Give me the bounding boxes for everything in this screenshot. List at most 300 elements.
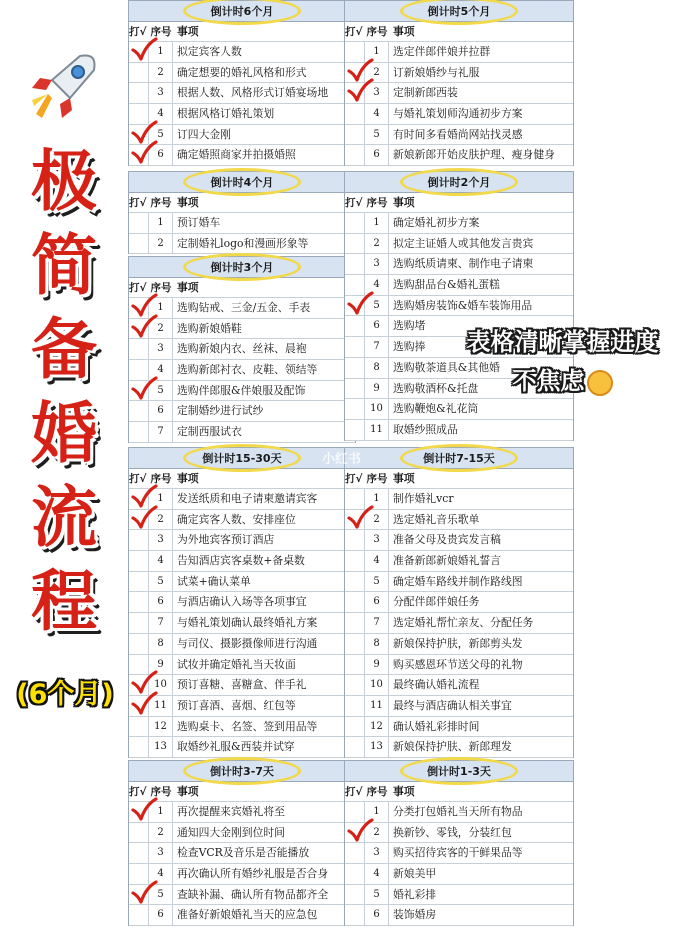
task-text: 选定婚礼音乐歌单 [393,512,480,526]
row-number: 11 [365,420,389,440]
title-char: 极 [31,143,97,220]
table-row [129,401,355,422]
section-6m [128,0,356,166]
row-number: 1 [149,42,173,62]
sticker-line-1: 表格清晰掌握进度 [466,328,659,356]
check-cell[interactable] [345,254,365,274]
row-number: 10 [365,675,389,695]
table-row [129,655,355,676]
row-number: 7 [149,422,173,442]
row-number: 9 [365,379,389,399]
table-row [345,275,573,296]
section-header: 倒计时1-3天 [345,760,573,782]
row-number: 5 [149,381,173,401]
check-cell[interactable] [129,551,149,571]
check-cell[interactable] [129,145,149,165]
row-number: 11 [365,696,389,716]
checkmark-icon [346,78,374,104]
row-number: 4 [149,104,173,124]
row-number: 1 [149,489,173,509]
table-row [129,592,355,613]
check-cell[interactable] [345,125,365,145]
table-row [129,319,355,340]
check-cell[interactable] [129,905,149,925]
row-number: 2 [149,319,173,339]
table-row [345,213,573,234]
check-cell[interactable] [129,592,149,612]
check-cell[interactable] [345,145,365,165]
section-header: 倒计时4个月 [129,171,355,193]
task-text: 最终确认婚礼流程 [393,678,480,692]
section-3m [128,256,356,443]
row-number: 4 [149,864,173,884]
task-text: 确定婚照商家并拍摄婚照 [177,148,296,162]
row-number: 4 [365,551,389,571]
task-text: 选购纸质请柬、制作电子请柬 [393,257,534,271]
table-row [345,864,573,885]
progress-sticker [430,322,695,398]
table-row [345,675,573,696]
row-number: 6 [365,592,389,612]
section-7-15d [344,447,574,758]
table-row [345,551,573,572]
row-number: 2 [149,510,173,530]
table-row [345,885,573,906]
row-number: 12 [365,717,389,737]
row-number: 5 [149,572,173,592]
task-text: 换新钞、零钱，分装红包 [393,825,512,839]
table-row [129,905,355,926]
table-row [129,145,355,166]
check-cell[interactable] [345,717,365,737]
table-row [345,592,573,613]
title-char: 婚 [31,395,97,472]
task-text: 确认婚礼彩排时间 [393,719,480,733]
check-cell[interactable] [129,213,149,233]
task-text: 选购捧 [393,340,426,354]
table-row [129,675,355,696]
checkmark-icon [346,291,374,317]
column-headers: 打√ 序号 事项 [345,469,573,489]
table-row [345,489,573,510]
check-cell[interactable] [345,885,365,905]
check-cell[interactable] [129,83,149,103]
table-row [345,145,573,166]
row-number: 3 [149,83,173,103]
task-text: 与婚礼策划师沟通初步方案 [393,107,523,121]
table-row [129,696,355,717]
section-4m [128,171,356,254]
row-number: 8 [149,634,173,654]
row-number: 3 [365,530,389,550]
row-number: 4 [365,104,389,124]
title-char: 程 [31,563,97,640]
task-text: 分配伴郎伴娘任务 [393,595,480,609]
row-number: 3 [149,530,173,550]
section-3-7d [128,760,356,926]
check-cell[interactable] [345,655,365,675]
check-cell[interactable] [345,572,365,592]
table-row [345,530,573,551]
task-text: 选定婚礼帮忙亲友、分配任务 [393,616,534,630]
task-text: 确定婚礼初步方案 [393,216,480,229]
row-number: 3 [149,843,173,863]
table-row [345,843,573,864]
table-row [345,420,573,441]
task-text: 选定伴郎伴娘并拉群 [393,45,491,58]
task-text: 新娘新郎开始皮肤护理、瘦身健身 [393,148,555,162]
task-text: 预订喜糖、喜糖盒、伴手礼 [177,678,307,692]
check-cell[interactable] [129,634,149,654]
row-number: 2 [149,63,173,83]
task-text: 定制西服试衣 [177,425,242,439]
table-row [129,125,355,146]
table-row [129,83,355,104]
task-text: 有时间多看婚尚网站找灵感 [393,127,523,141]
task-text: 选购鞭炮&礼花筒 [393,402,479,416]
section-header: 倒计时6个月 [129,0,355,22]
table-row [345,63,573,84]
check-cell[interactable] [129,802,149,822]
task-text: 新娘美甲 [393,867,437,881]
row-number: 3 [365,254,389,274]
table-row [129,298,355,319]
check-cell[interactable] [345,104,365,124]
check-cell[interactable] [345,510,365,530]
table-row [129,717,355,738]
table-row [129,489,355,510]
check-cell[interactable] [129,843,149,863]
task-text: 确定婚车路线并制作路线图 [393,574,523,588]
task-text: 检查VCR及音乐是否能播放 [177,846,310,860]
check-cell[interactable] [345,634,365,654]
row-number: 6 [365,316,389,336]
check-cell[interactable] [345,592,365,612]
task-text: 选购钻戒、三金/五金、手表 [177,301,311,314]
row-number: 7 [149,613,173,633]
rocket-icon [22,48,102,128]
row-number: 1 [149,213,173,233]
table-row [345,696,573,717]
table-row [129,360,355,381]
task-text: 试妆并确定婚礼当天妆面 [177,657,296,671]
row-number: 2 [365,63,389,83]
checkmark-icon [130,691,158,717]
table-row [345,905,573,926]
task-text: 定制婚礼logo和漫画形象等 [177,236,309,250]
check-cell[interactable] [345,337,365,357]
task-text: 选购新娘婚鞋 [177,321,242,335]
task-text: 根据人数、风格形式订婚宴场地 [177,86,329,100]
task-text: 准备父母及贵宾发言稿 [393,533,501,547]
table-row [345,125,573,146]
task-text: 选购敬茶道具&其他婚 [393,360,500,374]
check-cell[interactable] [345,379,365,399]
row-number: 1 [365,213,389,233]
row-number: 1 [365,42,389,62]
row-number: 2 [365,510,389,530]
task-text: 确定宾客人数、安排座位 [177,512,296,526]
row-number: 8 [365,634,389,654]
row-number: 2 [365,823,389,843]
check-cell[interactable] [345,296,365,316]
task-text: 为外地宾客预订酒店 [177,533,275,547]
check-cell[interactable] [345,234,365,254]
row-number: 2 [365,234,389,254]
table-row [345,634,573,655]
row-number: 13 [365,737,389,757]
sticker-line-2: 不焦虑 [512,367,585,395]
row-number: 13 [149,737,173,757]
check-cell[interactable] [345,737,365,757]
table-row [129,63,355,84]
table-row [129,422,355,443]
check-cell[interactable] [345,613,365,633]
check-cell[interactable] [129,717,149,737]
task-text: 取婚纱礼服&西装并试穿 [177,740,295,754]
task-text: 再次确认所有婚纱礼服是否合身 [177,867,329,881]
checkmark-icon [346,505,374,531]
table-row [129,802,355,823]
checkmark-icon [130,314,158,340]
row-number: 4 [149,360,173,380]
table-row [345,254,573,275]
task-text: 试菜+确认菜单 [177,574,251,588]
task-text: 最终与酒店确认相关事宜 [393,698,512,712]
check-cell[interactable] [129,422,149,442]
check-cell[interactable] [345,675,365,695]
checkmark-icon [130,505,158,531]
check-cell[interactable] [129,823,149,843]
checkmark-icon [130,37,158,63]
row-number: 6 [149,592,173,612]
table-row [345,802,573,823]
check-cell[interactable] [129,234,149,254]
row-number: 5 [365,125,389,145]
task-text: 确定想要的婚礼风格和形式 [177,65,307,79]
task-text: 拟定宾客人数 [177,45,242,58]
table-row [129,104,355,125]
task-text: 新娘保持护肤、新郎理发 [393,740,512,754]
section-5m [344,0,574,166]
check-cell[interactable] [345,213,365,233]
column-headers: 打√ 序号 事项 [345,782,573,802]
row-number: 5 [365,885,389,905]
task-text: 预订喜酒、喜烟、红包等 [177,698,296,712]
row-number: 6 [149,145,173,165]
table-row [345,104,573,125]
checkmark-icon [130,880,158,906]
table-row [129,613,355,634]
table-row [129,234,355,255]
row-number: 4 [365,275,389,295]
check-cell[interactable] [345,696,365,716]
task-text: 选购堵 [393,319,426,333]
task-text: 拟定主证婚人或其他发言贵宾 [393,236,534,250]
task-text: 告知酒店宾客桌数+备桌数 [177,554,305,568]
checkmark-icon [130,797,158,823]
section-header: 倒计时7-15天 [345,447,573,469]
row-number: 8 [365,358,389,378]
check-cell[interactable] [129,401,149,421]
table-row [345,717,573,738]
row-number: 3 [365,83,389,103]
task-text: 准备好新娘婚礼当天的应急包 [177,908,318,922]
check-cell[interactable] [129,339,149,359]
row-number: 2 [149,823,173,843]
table-row [345,823,573,844]
row-number: 6 [365,145,389,165]
check-cell[interactable] [345,83,365,103]
table-row [345,83,573,104]
table-row [345,572,573,593]
task-text: 再次提醒来宾婚礼将至 [177,805,285,818]
table-row [129,530,355,551]
row-number: 4 [365,864,389,884]
table-row [129,737,355,758]
check-cell[interactable] [345,823,365,843]
row-number: 6 [149,905,173,925]
check-cell[interactable] [345,843,365,863]
row-number: 5 [149,885,173,905]
smiling-face-icon [587,370,613,396]
table-row [129,864,355,885]
row-number: 5 [365,572,389,592]
column-headers: 打√ 序号 事项 [129,278,355,298]
check-cell[interactable] [129,613,149,633]
task-text: 选购新娘内衣、丝袜、晨袍 [177,342,307,356]
column-headers: 打√ 序号 事项 [129,782,355,802]
check-cell[interactable] [129,381,149,401]
row-number: 2 [149,234,173,254]
task-text: 通知四大金刚到位时间 [177,825,285,839]
row-number: 3 [365,843,389,863]
table-row [345,42,573,63]
section-1-3d [344,760,574,926]
task-text: 与酒店确认入场等各项事宜 [177,595,307,609]
task-text: 新娘保持护肤，新郎剪头发 [393,636,523,650]
row-number: 10 [365,399,389,419]
task-text: 装饰婚房 [393,908,437,922]
task-text: 购买招待宾客的干鲜果品等 [393,846,523,860]
table-row [129,551,355,572]
row-number: 7 [365,613,389,633]
table-row [345,399,573,420]
task-text: 定制新郎西装 [393,86,458,100]
task-text: 订新娘婚纱与礼服 [393,65,480,79]
task-text: 预订婚车 [177,216,221,229]
checkmark-icon [130,376,158,402]
main-title [14,140,114,644]
task-text: 选购伴郎服&伴娘服及配饰 [177,383,306,397]
check-cell[interactable] [129,737,149,757]
check-cell[interactable] [345,420,365,440]
row-number: 11 [149,696,173,716]
row-number: 7 [365,337,389,357]
row-number: 1 [365,802,389,822]
row-number: 9 [149,655,173,675]
section-header: 倒计时3-7天 [129,760,355,782]
section-header: 倒计时15-30天 [129,447,355,469]
task-text: 分类打包婚礼当天所有物品 [393,805,523,818]
task-text: 选购新郎衬衣、皮鞋、领结等 [177,363,318,377]
check-cell[interactable] [129,42,149,62]
task-text: 制作婚礼vcr [393,492,454,505]
task-text: 选购敬酒杯&托盘 [393,381,479,395]
task-text: 与婚礼策划确认最终婚礼方案 [177,616,318,630]
table-row [129,510,355,531]
task-text: 选购婚房装饰&婚车装饰用品 [393,298,533,312]
check-cell[interactable] [129,530,149,550]
table-row [129,843,355,864]
check-cell[interactable] [129,696,149,716]
duration-label: (6个月) [16,679,114,710]
table-row [345,510,573,531]
table-row [129,823,355,844]
check-cell[interactable] [345,551,365,571]
task-text: 查缺补漏、确认所有物品都齐全 [177,887,329,901]
task-text: 与司仪、摄影摄像师进行沟通 [177,636,318,650]
section-15-30d [128,447,356,758]
section-header: 倒计时2个月 [345,171,573,193]
table-row [129,885,355,906]
task-text: 准备新郎新娘婚礼誓言 [393,554,501,568]
row-number: 3 [149,339,173,359]
row-number: 12 [149,717,173,737]
check-cell[interactable] [129,885,149,905]
check-cell[interactable] [345,530,365,550]
table-row [129,339,355,360]
left-banner [0,0,127,932]
section-2m [344,171,574,441]
section-header: 倒计时3个月 [129,256,355,278]
table-row [129,42,355,63]
column-headers: 打√ 序号 事项 [129,193,355,213]
watermark: 小红书 [322,452,362,467]
row-number: 6 [149,401,173,421]
check-cell[interactable] [345,358,365,378]
title-char: 简 [31,227,97,304]
column-headers: 打√ 序号 事项 [129,22,355,42]
check-cell[interactable] [129,319,149,339]
task-text: 发送纸质和电子请柬邀请宾客 [177,492,318,505]
section-header: 倒计时5个月 [345,0,573,22]
table-row [345,613,573,634]
check-cell[interactable] [129,63,149,83]
row-number: 5 [365,296,389,316]
table-row [345,234,573,255]
check-cell[interactable] [345,316,365,336]
row-number: 10 [149,675,173,695]
check-cell[interactable] [345,864,365,884]
check-cell[interactable] [345,399,365,419]
checkmark-icon [130,140,158,166]
task-text: 选购桌卡、名签、签到用品等 [177,719,318,733]
check-cell[interactable] [129,572,149,592]
table-row [129,634,355,655]
title-char: 流 [31,479,97,556]
task-text: 定制婚纱进行试纱 [177,404,264,418]
row-number: 6 [365,905,389,925]
row-number: 1 [149,298,173,318]
row-number: 4 [149,551,173,571]
table-row [129,381,355,402]
task-text: 订四大金刚 [177,127,231,141]
title-char: 备 [31,311,97,388]
check-cell[interactable] [129,510,149,530]
row-number: 1 [149,802,173,822]
check-cell[interactable] [345,905,365,925]
